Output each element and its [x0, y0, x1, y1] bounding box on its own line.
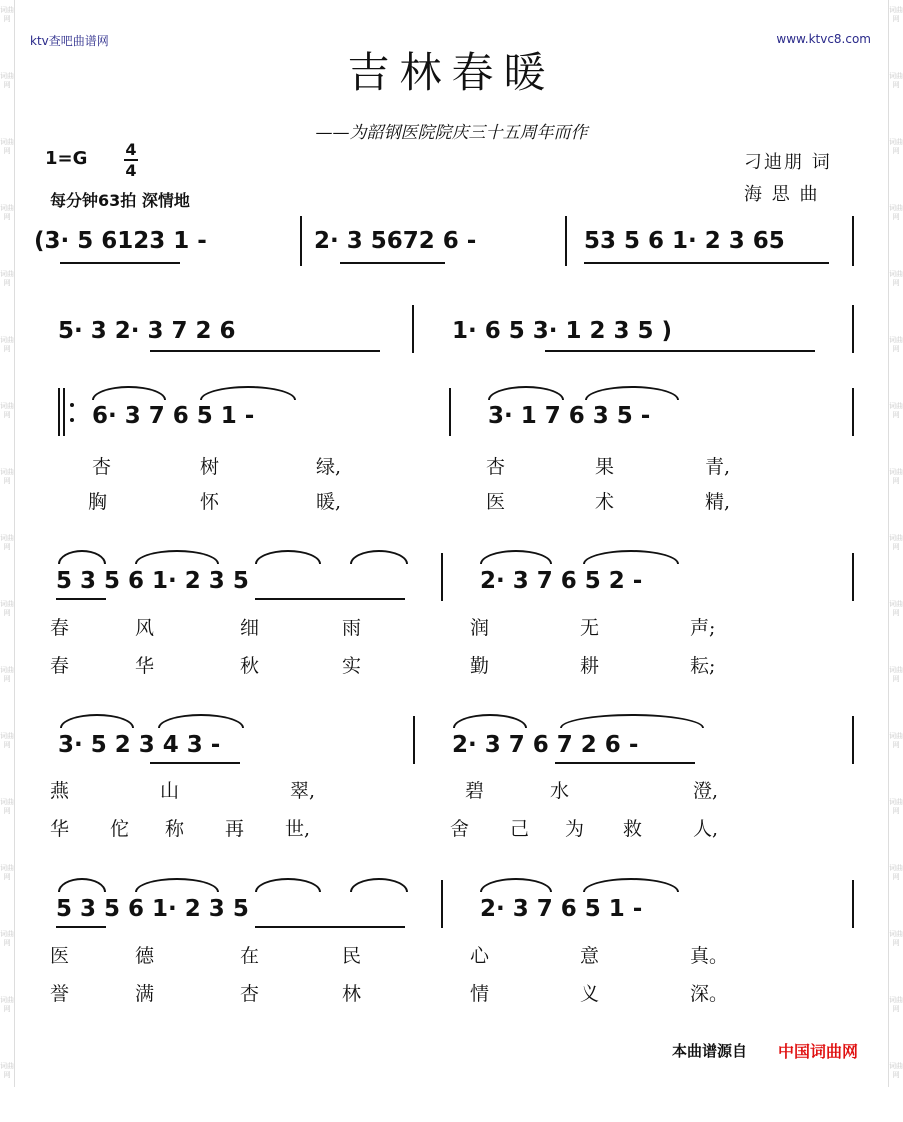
- lyric-word: 林: [342, 983, 362, 1005]
- beam-line: [545, 350, 815, 352]
- watermark-text: 词曲网: [0, 930, 14, 947]
- notation-measure: 2· 3 5672 6 -: [314, 228, 477, 254]
- lyric-word: 水: [550, 780, 570, 802]
- watermark-text: 词曲网: [889, 732, 903, 749]
- lyric-word: 术: [595, 491, 615, 513]
- time-signature-bottom: 4: [125, 161, 137, 180]
- lyric-word: 勤: [470, 655, 490, 677]
- lyric-word: 暖,: [316, 491, 342, 513]
- lyric-word: 真。: [690, 945, 729, 967]
- repeat-bar-line: [58, 388, 60, 436]
- lyric-word: 细: [240, 617, 260, 639]
- lyric-word: 民: [342, 945, 362, 967]
- lyric-word: 杏: [92, 456, 112, 478]
- lyric-word: 誉: [50, 983, 70, 1005]
- slur: [60, 714, 134, 728]
- watermark-text: 词曲网: [889, 270, 903, 287]
- watermark-text: 词曲网: [889, 666, 903, 683]
- time-signature: [124, 141, 138, 179]
- left-watermark-strip: [0, 0, 15, 1087]
- slur: [480, 878, 552, 892]
- repeat-bar-line: [63, 388, 65, 436]
- watermark-text: 词曲网: [889, 402, 903, 419]
- bar-line: [852, 716, 854, 764]
- notation-measure: 6· 3 7 6 5 1 -: [92, 403, 255, 429]
- beam-line: [255, 926, 405, 928]
- right-watermark-strip: [888, 0, 903, 1087]
- lyric-word: 情: [470, 983, 490, 1005]
- watermark-text: 词曲网: [889, 336, 903, 353]
- tempo-marking: 每分钟63拍 深情地: [50, 191, 190, 210]
- watermark-text: 词曲网: [889, 600, 903, 617]
- notation-measure: 5 3 5 6 1· 2 3 5: [56, 896, 249, 922]
- bar-line: [852, 216, 854, 266]
- lyric-word: 华: [50, 818, 70, 840]
- notation-measure: 2· 3 7 6 7 2 6 -: [452, 732, 639, 758]
- lyric-word: 青,: [705, 456, 731, 478]
- slur: [255, 550, 321, 564]
- lyric-word: 德: [135, 945, 155, 967]
- site-link-left[interactable]: ktv查吧曲谱网: [30, 34, 109, 48]
- time-signature-top: 4: [125, 140, 137, 159]
- lyric-word: 为: [565, 818, 585, 840]
- notation-measure: 53 5 6 1· 2 3 65: [584, 228, 785, 254]
- repeat-dot: [70, 418, 74, 422]
- lyric-word: 耘;: [690, 655, 716, 677]
- lyric-word: 再: [225, 818, 245, 840]
- watermark-text: 词曲网: [0, 864, 14, 881]
- lyric-word: 华: [135, 655, 155, 677]
- watermark-text: 词曲网: [0, 72, 14, 89]
- lyric-word: 耕: [580, 655, 600, 677]
- bar-line: [413, 716, 415, 764]
- bar-line: [852, 388, 854, 436]
- song-title: 吉林春暖: [347, 48, 556, 97]
- lyric-word: 己: [510, 818, 530, 840]
- slur: [58, 878, 106, 892]
- bar-line: [300, 216, 302, 266]
- slur: [135, 878, 219, 892]
- slur: [58, 550, 106, 564]
- lyric-word: 碧: [465, 780, 485, 802]
- source-site-link[interactable]: 中国词曲网: [778, 1042, 859, 1061]
- song-subtitle: ——为韶钢医院院庆三十五周年而作: [315, 123, 588, 143]
- lyric-word: 佗: [110, 818, 130, 840]
- lyric-word: 春: [50, 655, 70, 677]
- beam-line: [150, 762, 240, 764]
- beam-line: [584, 262, 829, 264]
- slur: [453, 714, 527, 728]
- bar-line: [441, 553, 443, 601]
- lyric-word: 精,: [705, 491, 731, 513]
- notation-measure: 3· 5 2 3 4 3 -: [58, 732, 221, 758]
- lyric-word: 翠,: [290, 780, 316, 802]
- beam-line: [255, 598, 405, 600]
- notation-measure: 2· 3 7 6 5 2 -: [480, 568, 643, 594]
- beam-line: [340, 262, 445, 264]
- slur: [488, 386, 564, 400]
- lyric-word: 医: [50, 945, 70, 967]
- slur: [200, 386, 296, 400]
- notation-measure: 5 3 5 6 1· 2 3 5: [56, 568, 249, 594]
- lyric-word: 深。: [690, 983, 729, 1005]
- lyric-word: 心: [470, 945, 490, 967]
- site-link-right[interactable]: www.ktvc8.com: [776, 32, 871, 46]
- watermark-text: 词曲网: [0, 468, 14, 485]
- bar-line: [449, 388, 451, 436]
- lyric-word: 怀: [200, 491, 220, 513]
- lyric-word: 满: [135, 983, 155, 1005]
- lyric-word: 春: [50, 617, 70, 639]
- bar-line: [852, 880, 854, 928]
- watermark-text: 词曲网: [889, 930, 903, 947]
- watermark-text: 词曲网: [889, 6, 903, 23]
- slur: [135, 550, 219, 564]
- watermark-text: 词曲网: [0, 600, 14, 617]
- slur: [480, 550, 552, 564]
- watermark-text: 词曲网: [889, 468, 903, 485]
- watermark-text: 词曲网: [0, 534, 14, 551]
- lyric-word: 风: [135, 617, 155, 639]
- lyric-word: 意: [580, 945, 600, 967]
- watermark-text: 词曲网: [0, 732, 14, 749]
- lyric-word: 声;: [690, 617, 716, 639]
- lyric-word: 雨: [342, 617, 362, 639]
- lyric-word: 义: [580, 983, 600, 1005]
- lyric-word: 称: [165, 818, 185, 840]
- lyric-word: 杏: [486, 456, 506, 478]
- watermark-text: 词曲网: [889, 1062, 903, 1079]
- beam-line: [56, 598, 106, 600]
- bar-line: [852, 305, 854, 353]
- watermark-text: 词曲网: [889, 798, 903, 815]
- beam-line: [60, 262, 180, 264]
- slur: [350, 550, 408, 564]
- lyric-word: 山: [160, 780, 180, 802]
- lyric-word: 舍: [450, 818, 470, 840]
- composer-credit: 海 思 曲: [744, 184, 820, 205]
- bar-line: [565, 216, 567, 266]
- watermark-text: 词曲网: [0, 666, 14, 683]
- lyric-word: 杏: [240, 983, 260, 1005]
- key-signature: 1=G: [45, 148, 88, 169]
- beam-line: [56, 926, 106, 928]
- bar-line: [441, 880, 443, 928]
- watermark-text: 词曲网: [0, 270, 14, 287]
- lyric-word: 实: [342, 655, 362, 677]
- slur: [585, 386, 679, 400]
- watermark-text: 词曲网: [889, 534, 903, 551]
- lyric-word: 胸: [88, 491, 108, 513]
- watermark-text: 词曲网: [889, 204, 903, 221]
- lyric-word: 人,: [693, 818, 719, 840]
- lyric-word: 医: [486, 491, 506, 513]
- watermark-text: 词曲网: [889, 72, 903, 89]
- notation-measure: 5· 3 2· 3 7 2 6: [58, 318, 236, 344]
- slur: [583, 878, 679, 892]
- watermark-text: 词曲网: [889, 996, 903, 1013]
- lyric-word: 在: [240, 945, 260, 967]
- watermark-text: 词曲网: [0, 1062, 14, 1079]
- notation-measure: 3· 1 7 6 3 5 -: [488, 403, 651, 429]
- notation-measure: (3· 5 6123 1 -: [34, 228, 207, 254]
- lyricist-credit: 刁迪朋 词: [744, 152, 832, 173]
- slur: [255, 878, 321, 892]
- beam-line: [555, 762, 695, 764]
- lyric-word: 绿,: [316, 456, 342, 478]
- notation-measure: 2· 3 7 6 5 1 -: [480, 896, 643, 922]
- watermark-text: 词曲网: [0, 402, 14, 419]
- bar-line: [412, 305, 414, 353]
- watermark-text: 词曲网: [889, 864, 903, 881]
- repeat-dot: [70, 403, 74, 407]
- watermark-text: 词曲网: [0, 204, 14, 221]
- watermark-text: 词曲网: [0, 336, 14, 353]
- lyric-word: 救: [623, 818, 643, 840]
- lyric-word: 树: [200, 456, 220, 478]
- watermark-text: 词曲网: [0, 6, 14, 23]
- lyric-word: 世,: [285, 818, 311, 840]
- source-label: 本曲谱源自: [672, 1042, 748, 1060]
- bar-line: [852, 553, 854, 601]
- lyric-word: 无: [580, 617, 600, 639]
- slur: [583, 550, 679, 564]
- lyric-word: 秋: [240, 655, 260, 677]
- slur: [158, 714, 244, 728]
- slur: [92, 386, 166, 400]
- watermark-text: 词曲网: [0, 138, 14, 155]
- slur: [560, 714, 704, 728]
- watermark-text: 词曲网: [889, 138, 903, 155]
- beam-line: [150, 350, 380, 352]
- lyric-word: 燕: [50, 780, 70, 802]
- lyric-word: 澄,: [693, 780, 719, 802]
- lyric-word: 果: [595, 456, 615, 478]
- watermark-text: 词曲网: [0, 798, 14, 815]
- watermark-text: 词曲网: [0, 996, 14, 1013]
- notation-measure: 1· 6 5 3· 1 2 3 5 ): [452, 318, 673, 344]
- lyric-word: 润: [470, 617, 490, 639]
- slur: [350, 878, 408, 892]
